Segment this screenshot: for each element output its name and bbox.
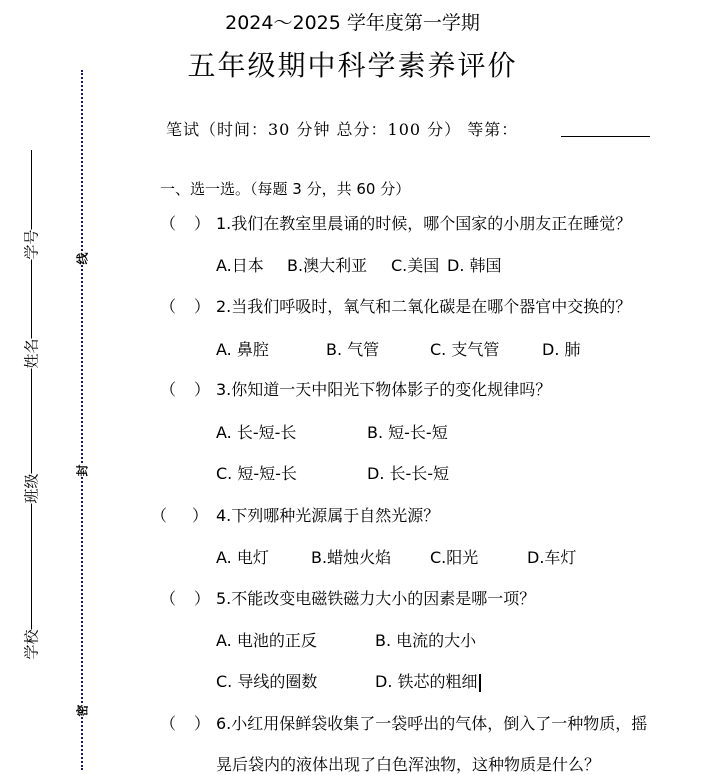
exam-title: 五年级期中科学素养评价 bbox=[187, 49, 518, 82]
name-label: 姓名 bbox=[22, 338, 41, 369]
section-heading: 一、选一选。（每题 3 分，共 60 分） bbox=[160, 180, 411, 198]
answer-paren-open[interactable]: （ bbox=[160, 380, 177, 399]
option-d: D.车灯 bbox=[527, 548, 577, 567]
binding-line-school bbox=[31, 517, 32, 642]
option-b: B.蜡烛火焰 bbox=[311, 548, 392, 567]
answer-paren-open[interactable]: （ bbox=[160, 714, 177, 733]
answer-paren-close: ） bbox=[194, 214, 211, 233]
question-text: 5.不能改变电磁铁磁力大小的因素是哪一项？ bbox=[216, 589, 536, 608]
option-a: A. 鼻腔 bbox=[216, 340, 269, 359]
exam-subtitle: 2024～2025 学年度第一学期 bbox=[225, 12, 480, 34]
school-label: 学校 bbox=[22, 629, 41, 660]
option-a: A. 电池的正反 bbox=[216, 631, 317, 650]
option-c: C.阳光 bbox=[430, 548, 479, 567]
question-text: 2.当我们呼吸时，氧气和二氧化碳是在哪个器官中交换的？ bbox=[216, 297, 632, 316]
answer-paren-close: ） bbox=[194, 297, 211, 316]
question-text: 1.我们在教室里晨诵的时候，哪个国家的小朋友正在睡觉？ bbox=[216, 214, 632, 233]
answer-paren-open[interactable]: （ bbox=[160, 214, 177, 233]
text-cursor bbox=[479, 674, 481, 692]
exam-info: 笔试（时间：30 分钟 总分：100 分） 等第： bbox=[166, 120, 519, 139]
question-text: 3.你知道一天中阳光下物体影子的变化规律吗？ bbox=[216, 380, 552, 399]
option-d: D. 长-长-短 bbox=[367, 464, 450, 483]
question-text: 6.小红用保鲜袋收集了一袋呼出的气体，倒入了一种物质，摇 bbox=[216, 714, 648, 733]
binding-line-top bbox=[31, 150, 32, 518]
question-text: 4.下列哪种光源属于自然光源？ bbox=[216, 506, 440, 525]
answer-paren-close: ） bbox=[192, 506, 209, 525]
option-d: D. 肺 bbox=[542, 340, 581, 359]
answer-paren-open[interactable]: （ bbox=[160, 589, 177, 608]
seal-dotted-line bbox=[81, 70, 83, 770]
option-b: B. 电流的大小 bbox=[375, 631, 477, 650]
option-d-text: D. 铁芯的粗细 bbox=[375, 672, 478, 691]
option-c: C. 支气管 bbox=[430, 340, 500, 359]
option-a: A. 长-短-长 bbox=[216, 423, 297, 442]
answer-paren-open[interactable]: （ bbox=[160, 297, 177, 316]
seal-mark-seal: 封 bbox=[75, 464, 90, 477]
option-c: C.美国 bbox=[391, 256, 440, 275]
option-d bbox=[375, 669, 481, 692]
answer-paren-open[interactable]: （ bbox=[151, 506, 168, 525]
question-text-continued: 晃后袋内的液体出现了白色浑浊物，这种物质是什么？ bbox=[216, 755, 601, 774]
class-label: 班级 bbox=[22, 473, 41, 504]
option-b: B.澳大利亚 bbox=[287, 256, 368, 275]
option-c: C. 导线的圈数 bbox=[216, 672, 318, 691]
option-b: B. 短-长-短 bbox=[367, 423, 448, 442]
option-a: A.日本 bbox=[216, 256, 264, 275]
seal-mark-line: 线 bbox=[75, 252, 90, 265]
option-d: D. 韩国 bbox=[447, 256, 502, 275]
student-id-label: 学号 bbox=[22, 229, 41, 260]
option-a: A. 电灯 bbox=[216, 548, 269, 567]
seal-mark-secret: 密 bbox=[75, 704, 90, 717]
answer-paren-close: ） bbox=[194, 380, 211, 399]
answer-paren-close: ） bbox=[194, 589, 211, 608]
grade-blank[interactable] bbox=[561, 136, 650, 137]
option-c: C. 短-短-长 bbox=[216, 464, 297, 483]
answer-paren-close: ） bbox=[194, 714, 211, 733]
option-b: B. 气管 bbox=[326, 340, 380, 359]
